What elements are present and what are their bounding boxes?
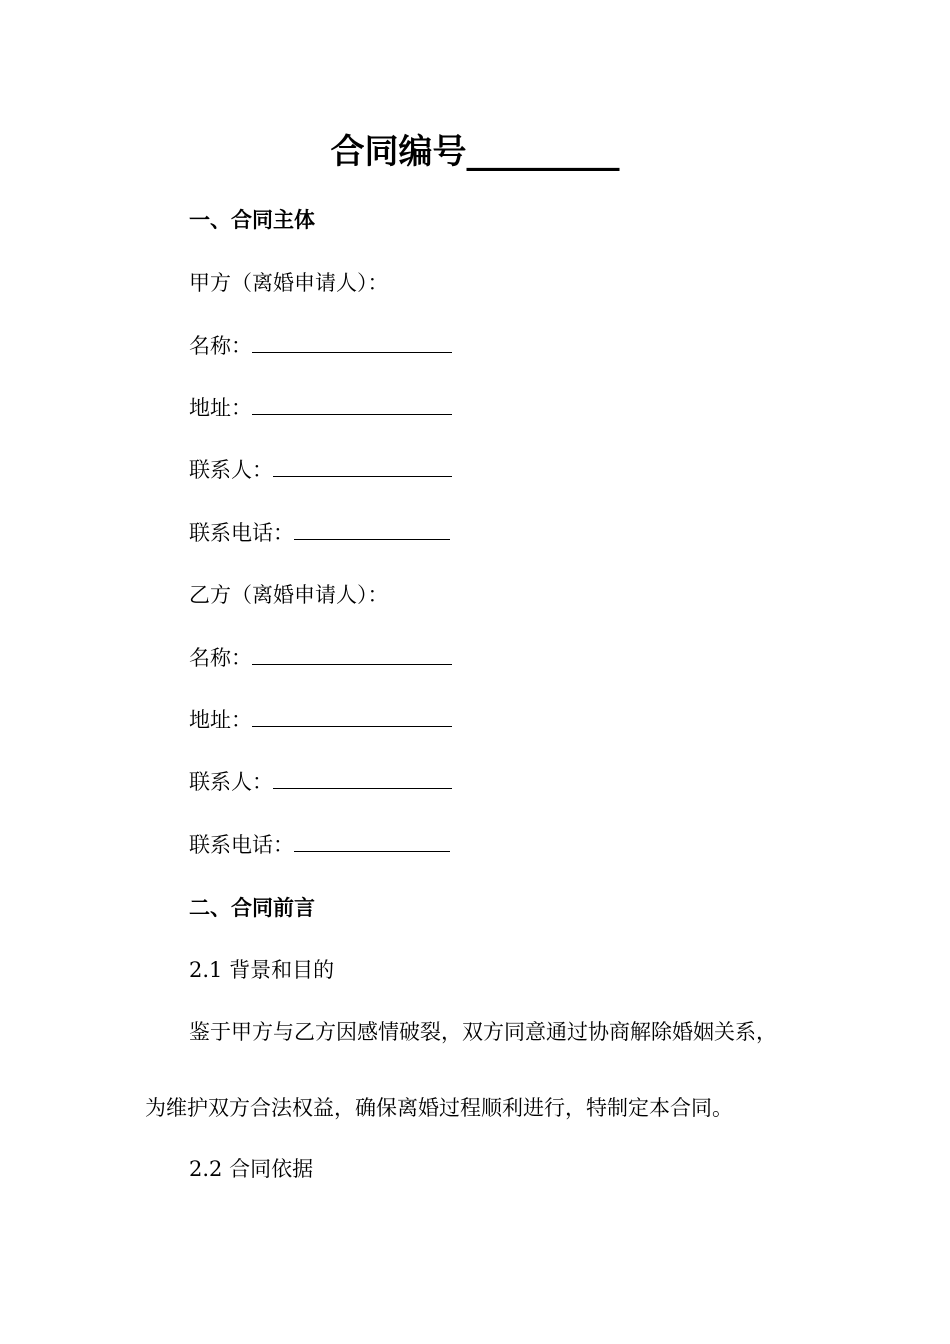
background-paragraph-line-1: 鉴于甲方与乙方因感情破裂，双方同意通过协商解除婚姻关系， bbox=[189, 1020, 777, 1044]
party-a-contact-row bbox=[189, 455, 452, 485]
party-a-phone-label: 联系电话： bbox=[189, 521, 294, 545]
party-b-contact-label: 联系人： bbox=[189, 770, 273, 794]
party-a-phone-row bbox=[189, 518, 450, 548]
party-a-phone-field[interactable] bbox=[294, 519, 450, 540]
party-a-name-row bbox=[189, 331, 452, 361]
party-b-label: 乙方（离婚申请人）： bbox=[189, 583, 389, 607]
contract-number-title: 合同编号_________ bbox=[330, 132, 620, 172]
party-b-contact-field[interactable] bbox=[273, 768, 452, 789]
party-b-phone-label: 联系电话： bbox=[189, 833, 294, 857]
party-a-contact-label: 联系人： bbox=[189, 458, 273, 482]
party-b-contact-row bbox=[189, 767, 452, 797]
party-b-name-row bbox=[189, 643, 452, 673]
party-a-address-row bbox=[189, 393, 452, 423]
party-a-address-field[interactable] bbox=[252, 394, 452, 415]
party-a-name-label: 名称： bbox=[189, 334, 252, 358]
section-1-heading: 一、合同主体 bbox=[189, 208, 315, 232]
party-b-name-field[interactable] bbox=[252, 644, 452, 665]
party-a-label: 甲方（离婚申请人）： bbox=[189, 271, 389, 295]
party-b-phone-row bbox=[189, 830, 450, 860]
party-a-contact-field[interactable] bbox=[273, 456, 452, 477]
subsection-2-2-title: 2.2 合同依据 bbox=[189, 1157, 314, 1181]
party-b-address-field[interactable] bbox=[252, 706, 452, 727]
party-a-address-label: 地址： bbox=[189, 396, 252, 420]
section-2-heading: 二、合同前言 bbox=[189, 896, 315, 920]
party-b-phone-field[interactable] bbox=[294, 831, 450, 852]
background-paragraph-line-2: 为维护双方合法权益，确保离婚过程顺利进行，特制定本合同。 bbox=[145, 1096, 733, 1120]
party-b-address-row bbox=[189, 705, 452, 735]
party-b-address-label: 地址： bbox=[189, 708, 252, 732]
party-b-name-label: 名称： bbox=[189, 646, 252, 670]
subsection-2-1-title: 2.1 背景和目的 bbox=[189, 958, 335, 982]
party-a-name-field[interactable] bbox=[252, 332, 452, 353]
